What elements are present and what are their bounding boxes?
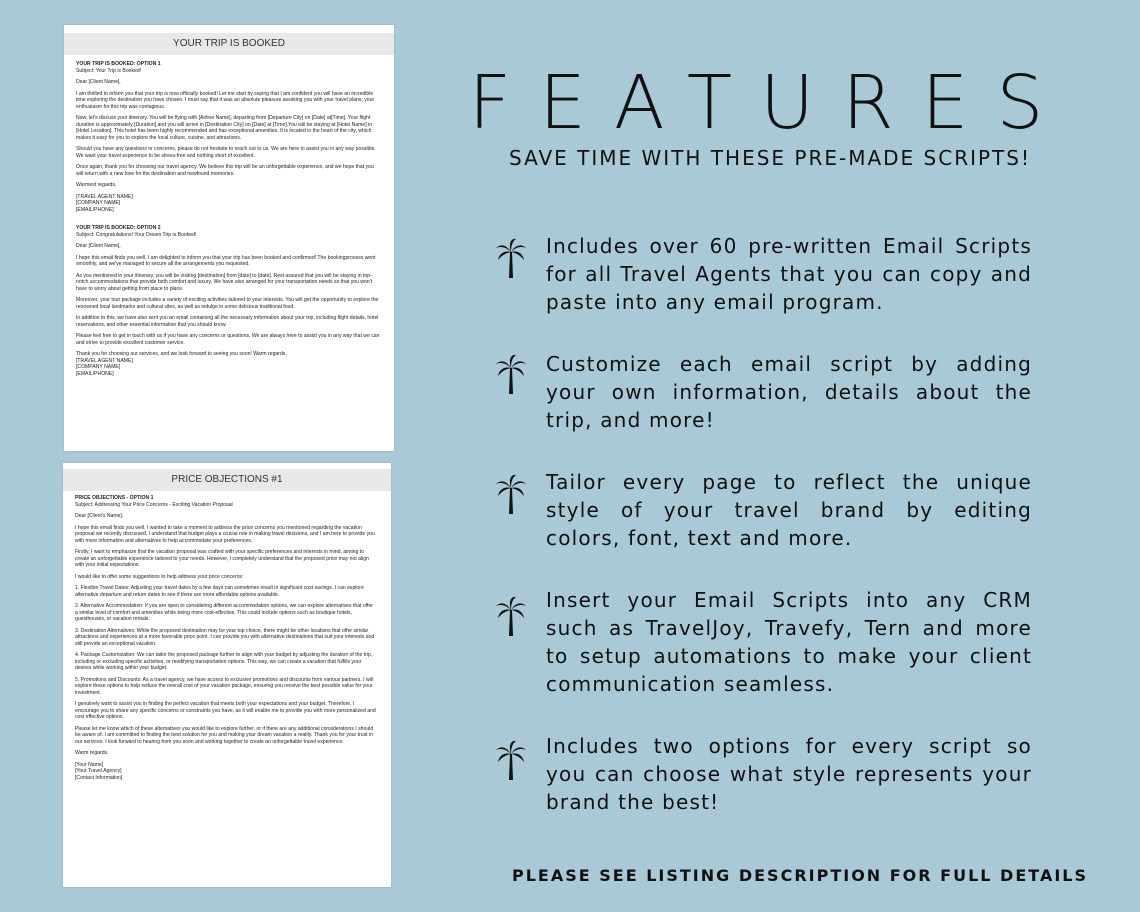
paragraph: In addition to this, we have also sent you an email containing all the necessary information about your trip, including flight details, hotel reservations, and other essential information that you should know. bbox=[76, 315, 379, 328]
paragraph: As you mentioned in your itinerary, you will be visiting [destination] from [date] to [date]. Rest assured that you will be staying in top- notch accommodations that provide both comfort and luxury. We have also arranged for your transportation needs so that you won't have to worry about getting from place to place. bbox=[76, 272, 373, 292]
signature-line: [TRAVEL AGENT NAME] bbox=[76, 193, 133, 200]
closing: Warm regards, bbox=[75, 750, 109, 756]
signature-line: [COMPANY NAME] bbox=[76, 200, 121, 206]
document-body bbox=[76, 61, 380, 377]
document-body bbox=[75, 495, 377, 781]
paragraph: 3. Destination Alternatives: While the proposed destination may be your top choice, there might be other locations that offer similar attractions and experiences at a more favorable price point. I can provide you with alternative destinations that suit your interests and still provide an exceptional vacation. bbox=[75, 627, 375, 647]
closing: Warmest regards, bbox=[76, 182, 117, 188]
feature-item bbox=[496, 350, 1036, 440]
feature-text: Tailor every page to reflect the unique style of your travel brand by editing colors, font, text and more. bbox=[546, 470, 1032, 550]
feature-item bbox=[496, 232, 1036, 322]
option-heading: PRICE OBJECTIONS - OPTION 1 bbox=[75, 495, 154, 501]
paragraph: Now, let's discuss your itinerary. You will be flying with [Airline Name], departing from [Departure City] on [Date] at[Time]. Your flight duration is approximately [Duration] and you will arrive in [Destination City] on [Date] at [Time].You will be staying at [Hotel Name] in [Hotel Location]. This hotel has been highly recommended and has exceptional amenities. It is located in the heart of the city, which makes it easy for you to explore the local culture, cuisine, and attractions. bbox=[76, 115, 373, 141]
feature-item bbox=[496, 732, 1036, 822]
signature-line: [EMAIL/PHONE] bbox=[76, 206, 114, 213]
document-preview-price-objections bbox=[63, 463, 391, 887]
option-heading: YOUR TRIP IS BOOKED: OPTION 1 bbox=[76, 61, 161, 67]
paragraph: I genuinely want to assist you in finding the perfect vacation that meets both your expectations and your budget. Therefore, I encourage you to share any specific concerns or constraints you have, as it will enable me to provide you with more personalized and cost effective options. bbox=[75, 701, 376, 720]
palm-tree-icon bbox=[496, 238, 526, 278]
salutation: Dear [Client Name], bbox=[76, 243, 121, 249]
footer-note: PLEASE SEE LISTING DESCRIPTION FOR FULL DETAILS bbox=[512, 866, 1088, 885]
feature-text: Includes over 60 pre-written Email Scripts for all Travel Agents that you can copy and paste into any email program. bbox=[546, 234, 1032, 314]
paragraph: Please feel free to get in touch with us if you have any concerns or questions. We are always here to assist you in any way that we can and strive to provide excellent customer service. bbox=[76, 333, 380, 346]
signature-line: [Contact Information] bbox=[75, 774, 123, 781]
paragraph: Should you have any questions or concerns, please do not hesitate to reach out to us. We are here to assist you in any way possible. We want your travel experience to be stress-free and nothing short of excellent. bbox=[76, 146, 376, 159]
email-subject: Subject: Congratulations! Your Dream Trip is Booked! bbox=[76, 231, 197, 238]
signature-line: [TRAVEL AGENT NAME] bbox=[76, 357, 133, 364]
paragraph: 1. Flexible Travel Dates: Adjusting your travel dates by a few days can sometimes result in significant cost savings. I can explore alternative departure and return dates to see if there are more affordable options available. bbox=[75, 585, 364, 598]
feature-item bbox=[496, 586, 1036, 702]
paragraph: I am thrilled to inform you that your trip is now officially booked! Let me start by saying that I am confident you will have an incredible time exploring the destination you have chosen. I must say that it was an absolute pleasure assisting you with your travel plans; your enthusiasm for this trip was contagious. bbox=[76, 90, 375, 110]
feature-text: Includes two options for every script so you can choose what style represents your brand the best! bbox=[546, 734, 1032, 814]
page-subtitle: SAVE TIME WITH THESE PRE-MADE SCRIPTS! bbox=[509, 146, 1031, 170]
email-subject: Subject: Addressing Your Price Concerns - Exciting Vacation Proposal bbox=[75, 501, 233, 508]
page-title: FEATURES bbox=[468, 60, 1072, 146]
paragraph: I hope this email finds you well. I wanted to take a moment to address the price concerns you mentioned regarding the vacation proposal we recently discussed. I understand that budget plays a crucial role in making travel decisions, and I am here to provide you with more information and alternatives to help accommodate your preferences. bbox=[75, 524, 375, 544]
paragraph: I would like to offer some suggestions to help address your price concerns: bbox=[75, 573, 244, 580]
salutation: Dear [Client Name], bbox=[76, 79, 121, 85]
palm-tree-icon bbox=[496, 474, 526, 514]
paragraph: I hope this email finds you well. I am delighted to inform you that your trip has been booked and confirmed! The bookingprocess went smoothly, and we've managed to secure all the arrangements you requested. bbox=[76, 254, 376, 267]
signature-line: [COMPANY NAME] bbox=[76, 364, 121, 370]
salutation: Dear [Client's Name], bbox=[75, 513, 124, 519]
feature-text: Customize each email script by adding your own information, details about the trip, and more! bbox=[546, 352, 1032, 432]
feature-item bbox=[496, 468, 1036, 558]
signature-line: [EMAIL/PHONE] bbox=[76, 370, 114, 377]
document-header: YOUR TRIP IS BOOKED bbox=[64, 33, 394, 55]
feature-text: Insert your Email Scripts into any CRM such as TravelJoy, Travefy, Tern and more to setup automations to make your client communication seamless. bbox=[546, 588, 1032, 696]
paragraph: Moreover, your tour package includes a variety of exciting activities tailored to your interests. You will get the opportunity to explore the renowned local landmarks and cultural sites, as well as indulge in some delicious traditional food. bbox=[76, 297, 379, 310]
paragraph: Thank you for choosing our services, and we look forward to seeing you soon! Warm regards, bbox=[76, 351, 287, 357]
palm-tree-icon bbox=[496, 740, 526, 780]
paragraph: 4. Package Customization: We can tailor the proposed package further to align with your budget by adjusting the duration of the trip, including or excluding specific activities, or modifying transportation options. This way, we can create a vacation that fulfills your desires while working within your budget. bbox=[75, 652, 373, 671]
signature-line: [Your Travel Agency] bbox=[75, 768, 122, 774]
paragraph: Firstly, I want to emphasize that the vacation proposal was crafted with your specific preferences and interests in mind, aiming to create an unforgettable experience tailored to your needs. However, I completely understand that the proposed price may not align with your initial expectations. bbox=[75, 549, 369, 568]
paragraph: Please let me know which of these alternatives you would like to explore further, or if there are any additional considerations I should be aware of. I am committed to finding the best solution for you and making your dream vacation a reality. Thank you for your trust in our services. I look forward to hearing from you soon and working together to create an unforgettable travel experience. bbox=[75, 725, 374, 745]
palm-tree-icon bbox=[496, 354, 526, 394]
document-preview-trip-booked bbox=[64, 25, 394, 451]
paragraph: Once again, thank you for choosing our travel agency. We believe this trip will be an unforgettable experience, and we hope that you will return with a new love for the destination and newfound memories. bbox=[76, 164, 374, 177]
signature-line: [Your Name] bbox=[75, 761, 104, 768]
palm-tree-icon bbox=[496, 596, 526, 636]
paragraph: 2. Alternative Accommodation: If you are open to considering different accommodation options, we can explore alternatives that offer a similar level of comfort and amenities while being more cost-effective. This could include options such as boutique hotels, guesthouses, or vacation rentals. bbox=[75, 603, 373, 622]
option-heading: YOUR TRIP IS BOOKED: OPTION 2 bbox=[76, 225, 161, 231]
document-header: PRICE OBJECTIONS #1 bbox=[63, 469, 391, 491]
paragraph: 5. Promotions and Discounts: As a travel agency, we have access to exclusive promotions and discounts from various partners. I will explore these options to help reduce the overall cost of your vacation package, ensuring you receive the best possible value for your investment. bbox=[75, 676, 374, 696]
email-subject: Subject: Your Trip is Booked! bbox=[76, 67, 142, 74]
